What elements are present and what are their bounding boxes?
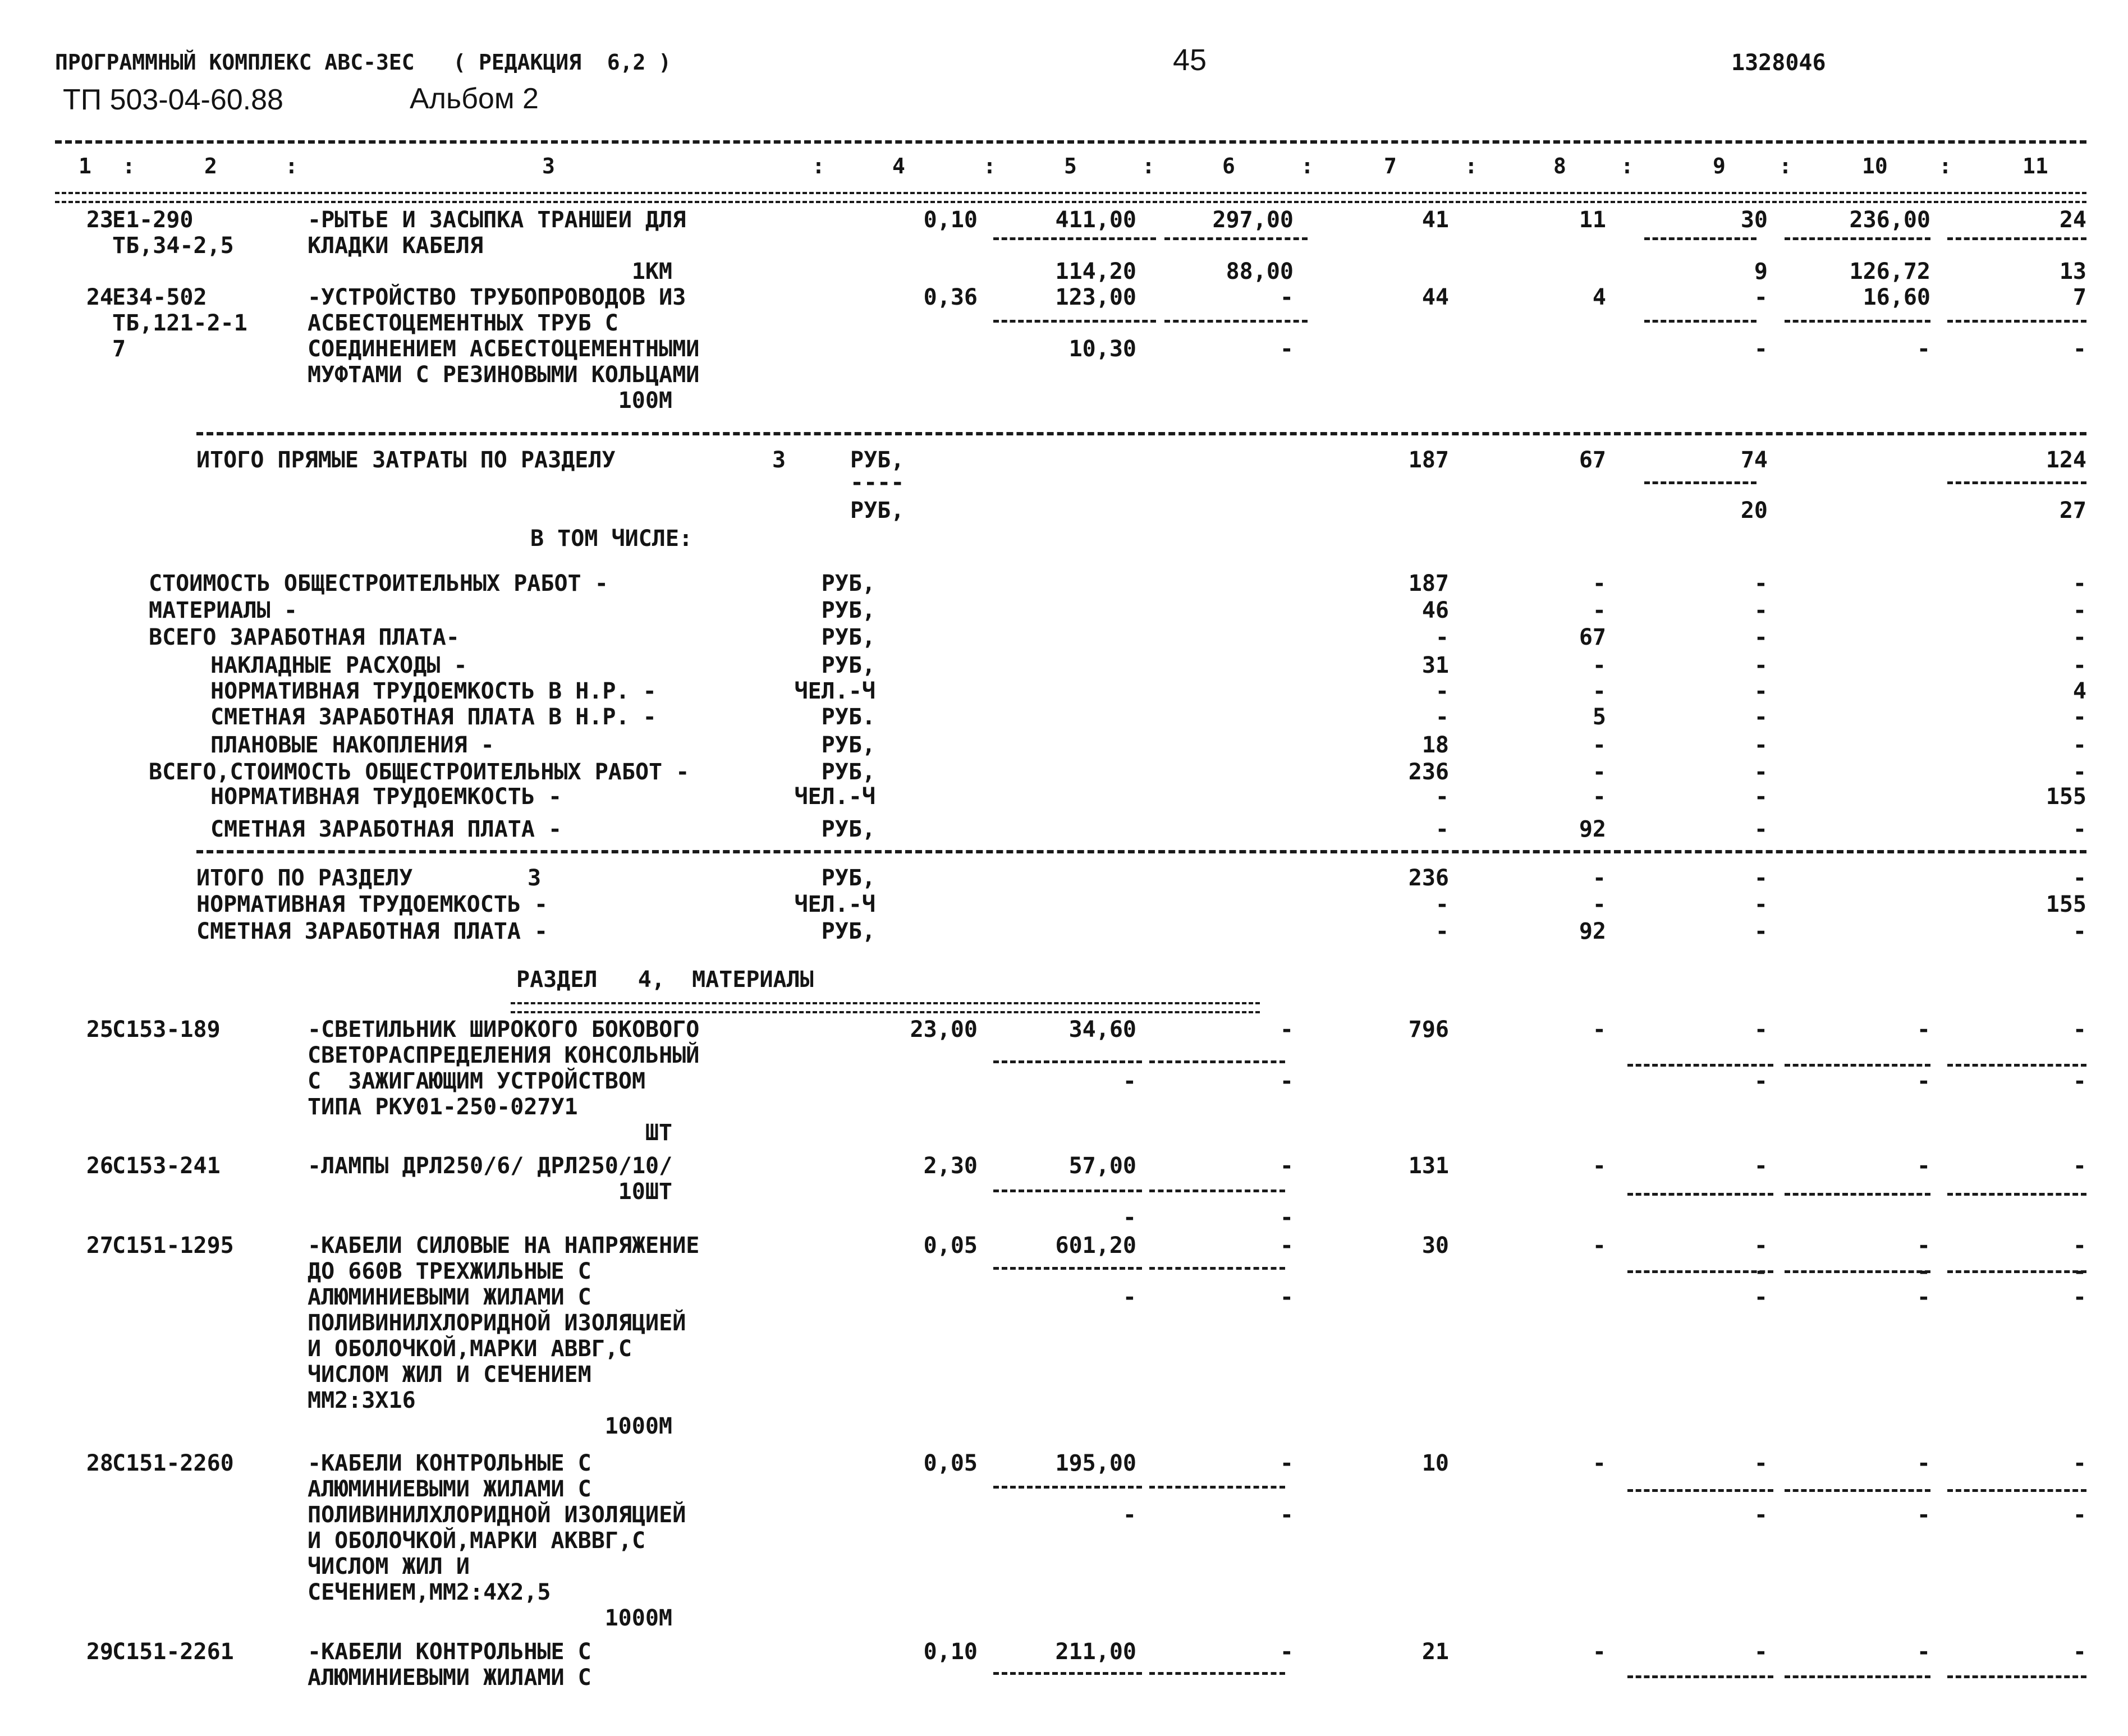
breakdown-label: ПЛАНОВЫЕ НАКОПЛЕНИЯ - xyxy=(210,732,494,758)
direct-costs-unit: РУБ, xyxy=(850,447,905,473)
item-c7: 796 xyxy=(1408,1017,1449,1042)
column-header-9: 9 xyxy=(1713,154,1726,178)
item-code: ТБ,34-2,5 xyxy=(112,233,234,259)
item-desc: -КАБЕЛИ КОНТРОЛЬНЫЕ С xyxy=(308,1450,591,1476)
item-c9: - xyxy=(1754,1153,1768,1179)
item-c5: 601,20 xyxy=(1055,1233,1136,1259)
breakdown-c7: - xyxy=(1435,784,1449,810)
breakdown-c9: - xyxy=(1754,598,1768,623)
dashed-rule xyxy=(1644,481,1756,484)
item-desc: МУФТАМИ С РЕЗИНОВЫМИ КОЛЬЦАМИ xyxy=(308,362,700,388)
item-desc: ЧИСЛОМ ЖИЛ И СЕЧЕНИЕМ xyxy=(308,1362,591,1388)
item-c4: 0,10 xyxy=(923,1639,978,1665)
direct-costs-2-c11: 27 xyxy=(2059,498,2086,523)
section-total-label: НОРМАТИВНАЯ ТРУДОЕМКОСТЬ - xyxy=(196,892,548,917)
item-c9: - xyxy=(1754,1284,1768,1310)
direct-costs-c9: 74 xyxy=(1740,447,1768,473)
item-c6: - xyxy=(1279,1017,1294,1042)
breakdown-unit: ЧЕЛ.-Ч xyxy=(794,678,875,704)
dashed-rule xyxy=(993,1486,1142,1489)
item-no: 26 xyxy=(86,1153,113,1179)
column-separator: : xyxy=(285,154,298,178)
including-label: В ТОМ ЧИСЛЕ: xyxy=(530,526,692,552)
item-c11: - xyxy=(2072,1639,2086,1665)
column-separator: : xyxy=(1621,154,1634,178)
item-c11: - xyxy=(2072,1153,2086,1179)
dashed-rule xyxy=(511,1002,1260,1013)
breakdown-c7: 46 xyxy=(1421,598,1449,623)
item-c10: - xyxy=(1916,1153,1930,1179)
item-desc: ДО 660В ТРЕХЖИЛЬНЫЕ С xyxy=(308,1259,591,1284)
item-desc: АЛЮМИНИЕВЫМИ ЖИЛАМИ С xyxy=(308,1476,591,1502)
item-c9: - xyxy=(1754,1450,1768,1476)
dashed-rule xyxy=(1947,320,2086,323)
dashed-rule xyxy=(1644,237,1756,240)
item-c10: - xyxy=(1916,1502,1930,1528)
item-c5: 57,00 xyxy=(1068,1153,1136,1179)
item-desc: ПОЛИВИНИЛХЛОРИДНОЙ ИЗОЛЯЦИЕЙ xyxy=(308,1310,686,1336)
column-separator: : xyxy=(1779,154,1792,178)
item-desc: АЛЮМИНИЕВЫМИ ЖИЛАМИ С xyxy=(308,1284,591,1310)
short-rule: ---- xyxy=(850,470,905,495)
item-unit: 1000М xyxy=(604,1605,672,1631)
item-c7: 44 xyxy=(1421,284,1449,310)
breakdown-c7: 31 xyxy=(1421,653,1449,678)
item-c6: - xyxy=(1279,336,1294,362)
breakdown-c11: - xyxy=(2072,816,2086,842)
column-header-3: 3 xyxy=(542,154,555,178)
dashed-rule xyxy=(1785,1064,1930,1067)
dashed-rule xyxy=(1627,1270,1773,1273)
item-c9: 9 xyxy=(1754,259,1768,284)
section-total-label: ИТОГО ПО РАЗДЕЛУ xyxy=(196,865,413,891)
dashed-rule xyxy=(1947,1675,2086,1678)
column-separator: : xyxy=(1142,154,1155,178)
breakdown-c8: 5 xyxy=(1592,704,1606,730)
item-c11: 7 xyxy=(2072,284,2086,310)
direct-costs-section: 3 xyxy=(772,447,786,473)
dashed-rule xyxy=(993,320,1156,323)
item-desc: И ОБОЛОЧКОЙ,МАРКИ АВВГ,С xyxy=(308,1336,632,1362)
item-desc: ЧИСЛОМ ЖИЛ И xyxy=(308,1554,470,1579)
dashed-rule xyxy=(1627,1193,1773,1196)
section-total-c7: - xyxy=(1435,918,1449,944)
item-code: Е34-502 xyxy=(112,284,207,310)
item-c10: - xyxy=(1916,1233,1930,1259)
item-c9: - xyxy=(1754,1233,1768,1259)
column-separator: : xyxy=(983,154,996,178)
breakdown-unit: РУБ, xyxy=(821,816,875,842)
section-total-c8: - xyxy=(1592,865,1606,891)
breakdown-c9: - xyxy=(1754,678,1768,704)
breakdown-c8: - xyxy=(1592,759,1606,785)
dashed-rule xyxy=(1785,1193,1930,1196)
breakdown-c9: - xyxy=(1754,571,1768,596)
item-c4: 0,05 xyxy=(923,1450,978,1476)
item-c10: - xyxy=(1916,336,1930,362)
item-c10: 236,00 xyxy=(1849,207,1930,233)
breakdown-label: НАКЛАДНЫЕ РАСХОДЫ - xyxy=(210,653,467,678)
item-c10: - xyxy=(1916,1639,1930,1665)
section-total-c7: 236 xyxy=(1408,865,1449,891)
item-c8: - xyxy=(1592,1153,1606,1179)
item-desc: КЛАДКИ КАБЕЛЯ xyxy=(308,233,484,259)
direct-costs-c7: 187 xyxy=(1408,447,1449,473)
item-desc: -КАБЕЛИ КОНТРОЛЬНЫЕ С xyxy=(308,1639,591,1665)
dashed-rule xyxy=(1785,1675,1930,1678)
item-c11: 24 xyxy=(2059,207,2086,233)
dashed-rule xyxy=(1785,1270,1930,1273)
breakdown-c8: 67 xyxy=(1579,624,1606,650)
dashed-rule xyxy=(1149,1267,1285,1270)
breakdown-label: СМЕТНАЯ ЗАРАБОТНАЯ ПЛАТА - xyxy=(210,816,562,842)
item-code: С151-1295 xyxy=(112,1233,234,1259)
item-c11: - xyxy=(2072,1284,2086,1310)
column-separator: : xyxy=(1939,154,1952,178)
breakdown-label: НОРМАТИВНАЯ ТРУДОЕМКОСТЬ В Н.Р. - xyxy=(210,678,657,704)
breakdown-label: ВСЕГО ЗАРАБОТНАЯ ПЛАТА- xyxy=(149,624,460,650)
item-c11: 13 xyxy=(2059,259,2086,284)
section-total-c11: 155 xyxy=(2046,892,2086,917)
breakdown-c8: 92 xyxy=(1579,816,1606,842)
item-c10: - xyxy=(1916,1068,1930,1094)
dashed-rule xyxy=(1149,1190,1285,1192)
dashed-rule xyxy=(1947,481,2086,484)
item-c9: - xyxy=(1754,336,1768,362)
item-c8: - xyxy=(1592,1233,1606,1259)
item-c4: 23,00 xyxy=(910,1017,978,1042)
breakdown-c9: - xyxy=(1754,732,1768,758)
dashed-rule xyxy=(1785,320,1930,323)
item-c11: - xyxy=(2072,1450,2086,1476)
column-separator: : xyxy=(1465,154,1478,178)
item-desc: И ОБОЛОЧКОЙ,МАРКИ АКВВГ,С xyxy=(308,1528,646,1554)
item-code: С151-2261 xyxy=(112,1639,234,1665)
item-c10: - xyxy=(1916,1450,1930,1476)
breakdown-c9: - xyxy=(1754,784,1768,810)
item-c6: - xyxy=(1279,1068,1294,1094)
section-total-number: 3 xyxy=(528,865,542,891)
item-desc: СВЕТОРАСПРЕДЕЛЕНИЯ КОНСОЛЬНЫЙ xyxy=(308,1042,700,1068)
item-c11: - xyxy=(2072,1259,2086,1284)
breakdown-c9: - xyxy=(1754,759,1768,785)
item-c4: 0,10 xyxy=(923,207,978,233)
item-c8: - xyxy=(1592,1450,1606,1476)
section-total-c8: 92 xyxy=(1579,918,1606,944)
item-c6: - xyxy=(1279,1639,1294,1665)
item-c10: - xyxy=(1916,1259,1930,1284)
dashed-rule xyxy=(196,850,2086,853)
item-no: 27 xyxy=(86,1233,113,1259)
item-c5: - xyxy=(1122,1284,1136,1310)
item-c6: - xyxy=(1279,1153,1294,1179)
item-code: С153-189 xyxy=(112,1017,221,1042)
item-c9: - xyxy=(1754,1017,1768,1042)
item-c8: - xyxy=(1592,1017,1606,1042)
dashed-rule xyxy=(1149,1486,1285,1489)
breakdown-c9: - xyxy=(1754,704,1768,730)
item-c10: - xyxy=(1916,1284,1930,1310)
breakdown-c8: - xyxy=(1592,571,1606,596)
item-c5: 411,00 xyxy=(1055,207,1136,233)
doc-number: ТП 503-04-60.88 xyxy=(63,84,283,116)
direct-costs-label: ИТОГО ПРЯМЫЕ ЗАТРАТЫ ПО РАЗДЕЛУ xyxy=(196,447,616,473)
column-header-1: 1 xyxy=(79,154,91,178)
item-c8: 11 xyxy=(1579,207,1606,233)
item-c4: 0,36 xyxy=(923,284,978,310)
item-c6: 297,00 xyxy=(1212,207,1294,233)
item-c11: - xyxy=(2072,1502,2086,1528)
item-c6: - xyxy=(1279,1233,1294,1259)
item-c7: 131 xyxy=(1408,1153,1449,1179)
column-header-7: 7 xyxy=(1384,154,1397,178)
breakdown-c8: - xyxy=(1592,598,1606,623)
item-desc: -УСТРОЙСТВО ТРУБОПРОВОДОВ ИЗ xyxy=(308,284,686,310)
breakdown-label: МАТЕРИАЛЫ - xyxy=(149,598,297,623)
item-c9: - xyxy=(1754,1639,1768,1665)
direct-costs-unit-2: РУБ, xyxy=(850,498,905,523)
section-total-c9: - xyxy=(1754,865,1768,891)
dashed-rule xyxy=(993,1060,1142,1063)
item-code: ТБ,121-2-1 xyxy=(112,310,247,336)
item-c6: 88,00 xyxy=(1226,259,1294,284)
item-c8: 4 xyxy=(1592,284,1606,310)
item-c6: - xyxy=(1279,1502,1294,1528)
item-code: С151-2260 xyxy=(112,1450,234,1476)
item-c5: 10,30 xyxy=(1068,336,1136,362)
item-desc: СОЕДИНЕНИЕМ АСБЕСТОЦЕМЕНТНЫМИ xyxy=(308,336,700,362)
breakdown-label: СМЕТНАЯ ЗАРАБОТНАЯ ПЛАТА В Н.Р. - xyxy=(210,704,657,730)
breakdown-unit: РУБ, xyxy=(821,732,875,758)
column-header-4: 4 xyxy=(892,154,905,178)
breakdown-c11: - xyxy=(2072,624,2086,650)
dashed-rule xyxy=(1627,1675,1773,1678)
program-title: ПРОГРАММНЫЙ КОМПЛЕКС АВС-3ЕС ( РЕДАКЦИЯ 6,2 ) xyxy=(55,50,672,75)
item-unit: 1000М xyxy=(604,1413,672,1439)
breakdown-unit: РУБ. xyxy=(821,704,875,730)
page-number: 45 xyxy=(1173,43,1207,77)
column-header-2: 2 xyxy=(204,154,217,178)
item-desc: ПОЛИВИНИЛХЛОРИДНОЙ ИЗОЛЯЦИЕЙ xyxy=(308,1502,686,1528)
item-c9: - xyxy=(1754,1259,1768,1284)
direct-costs-c8: 67 xyxy=(1579,447,1606,473)
dashed-rule xyxy=(1627,1064,1773,1067)
item-c10: 126,72 xyxy=(1849,259,1930,284)
breakdown-c8: - xyxy=(1592,732,1606,758)
dashed-rule xyxy=(1947,1193,2086,1196)
item-desc: АЛЮМИНИЕВЫМИ ЖИЛАМИ С xyxy=(308,1665,591,1691)
breakdown-unit: РУБ, xyxy=(821,598,875,623)
section-total-unit: ЧЕЛ.-Ч xyxy=(794,892,875,917)
section-total-unit: РУБ, xyxy=(821,918,875,944)
item-desc: ММ2:3Х16 xyxy=(308,1388,416,1413)
section-total-label: СМЕТНАЯ ЗАРАБОТНАЯ ПЛАТА - xyxy=(196,918,548,944)
item-c7: 10 xyxy=(1421,1450,1449,1476)
section-total-c9: - xyxy=(1754,892,1768,917)
breakdown-c9: - xyxy=(1754,816,1768,842)
item-c5: 34,60 xyxy=(1068,1017,1136,1042)
item-c11: - xyxy=(2072,1017,2086,1042)
dashed-rule xyxy=(1164,320,1308,323)
breakdown-c9: - xyxy=(1754,624,1768,650)
item-c6: - xyxy=(1279,1284,1294,1310)
section-total-c7: - xyxy=(1435,892,1449,917)
column-separator: : xyxy=(1301,154,1314,178)
item-desc: СЕЧЕНИЕМ,ММ2:4Х2,5 xyxy=(308,1579,551,1605)
item-c7: 30 xyxy=(1421,1233,1449,1259)
column-separator: : xyxy=(122,154,135,178)
dashed-rule xyxy=(1785,237,1930,240)
breakdown-c11: - xyxy=(2072,571,2086,596)
breakdown-c11: - xyxy=(2072,653,2086,678)
item-desc: -СВЕТИЛЬНИК ШИРОКОГО БОКОВОГО xyxy=(308,1017,700,1042)
breakdown-c7: 187 xyxy=(1408,571,1449,596)
breakdown-c7: - xyxy=(1435,624,1449,650)
column-header-10: 10 xyxy=(1862,154,1888,178)
dashed-rule xyxy=(1947,1489,2086,1492)
dashed-rule xyxy=(1947,237,2086,240)
dashed-rule xyxy=(1627,1489,1773,1492)
breakdown-label: ВСЕГО,СТОИМОСТЬ ОБЩЕСТРОИТЕЛЬНЫХ РАБОТ - xyxy=(149,759,690,785)
breakdown-c11: 155 xyxy=(2046,784,2086,810)
item-unit: 10ШТ xyxy=(618,1179,672,1205)
item-c9: - xyxy=(1754,1502,1768,1528)
item-c9: - xyxy=(1754,284,1768,310)
section-4-title: РАЗДЕЛ 4, МАТЕРИАЛЫ xyxy=(516,967,814,993)
breakdown-c11: - xyxy=(2072,598,2086,623)
breakdown-c11: - xyxy=(2072,759,2086,785)
dashed-rule xyxy=(1149,1672,1285,1675)
breakdown-unit: РУБ, xyxy=(821,759,875,785)
item-c5: - xyxy=(1122,1068,1136,1094)
item-c10: 16,60 xyxy=(1863,284,1930,310)
dashed-rule xyxy=(1785,1489,1930,1492)
item-c6: - xyxy=(1279,1450,1294,1476)
item-desc: -КАБЕЛИ СИЛОВЫЕ НА НАПРЯЖЕНИЕ xyxy=(308,1233,700,1259)
dashed-rule xyxy=(993,1190,1142,1192)
item-c4: 2,30 xyxy=(923,1153,978,1179)
dashed-rule xyxy=(1149,1060,1285,1063)
item-c8: - xyxy=(1592,1639,1606,1665)
breakdown-c11: - xyxy=(2072,704,2086,730)
item-desc: АСБЕСТОЦЕМЕНТНЫХ ТРУБ С xyxy=(308,310,618,336)
section-total-c11: - xyxy=(2072,865,2086,891)
item-c9: - xyxy=(1754,1068,1768,1094)
dashed-rule xyxy=(993,1672,1142,1675)
item-no: 24 xyxy=(86,284,113,310)
item-desc: -ЛАМПЫ ДРЛ250/6/ ДРЛ250/10/ xyxy=(308,1153,673,1179)
breakdown-c7: 18 xyxy=(1421,732,1449,758)
breakdown-c8: - xyxy=(1592,784,1606,810)
item-unit: 1КМ xyxy=(631,259,672,284)
dashed-rule xyxy=(196,432,2086,435)
breakdown-c7: - xyxy=(1435,704,1449,730)
item-c6: - xyxy=(1279,1205,1294,1230)
dashed-rule xyxy=(1947,1064,2086,1067)
item-c11: - xyxy=(2072,1068,2086,1094)
item-c11: - xyxy=(2072,336,2086,362)
item-c5: 195,00 xyxy=(1055,1450,1136,1476)
direct-costs-c11: 124 xyxy=(2046,447,2086,473)
item-c7: 41 xyxy=(1421,207,1449,233)
item-c4: 0,05 xyxy=(923,1233,978,1259)
breakdown-c7: - xyxy=(1435,816,1449,842)
document-code: 1328046 xyxy=(1731,50,1826,76)
item-c10: - xyxy=(1916,1017,1930,1042)
section-total-unit: РУБ, xyxy=(821,865,875,891)
breakdown-unit: РУБ, xyxy=(821,653,875,678)
item-code: С153-241 xyxy=(112,1153,221,1179)
dashed-rule xyxy=(55,140,2086,144)
item-no: 28 xyxy=(86,1450,113,1476)
item-code: Е1-290 xyxy=(112,207,194,233)
item-desc: ТИПА РКУ01-250-027У1 xyxy=(308,1094,578,1120)
item-desc: -РЫТЬЕ И ЗАСЫПКА ТРАНШЕИ ДЛЯ xyxy=(308,207,686,233)
section-total-c11: - xyxy=(2072,918,2086,944)
breakdown-unit: РУБ, xyxy=(821,571,875,596)
dashed-rule xyxy=(1644,320,1756,323)
breakdown-c7: 236 xyxy=(1408,759,1449,785)
column-header-8: 8 xyxy=(1553,154,1566,178)
item-desc: С ЗАЖИГАЮЩИМ УСТРОЙСТВОМ xyxy=(308,1068,646,1094)
album-label: Альбом 2 xyxy=(410,82,539,115)
breakdown-c7: - xyxy=(1435,678,1449,704)
item-c5: - xyxy=(1122,1205,1136,1230)
item-no: 23 xyxy=(86,207,113,233)
column-header-11: 11 xyxy=(2022,154,2048,178)
item-c9: 30 xyxy=(1740,207,1768,233)
breakdown-c11: 4 xyxy=(2072,678,2086,704)
item-c5: 211,00 xyxy=(1055,1639,1136,1665)
breakdown-unit: РУБ, xyxy=(821,624,875,650)
column-header-6: 6 xyxy=(1222,154,1235,178)
dashed-rule xyxy=(55,192,2086,203)
dashed-rule xyxy=(993,1267,1142,1270)
item-c5: 114,20 xyxy=(1055,259,1136,284)
section-total-c8: - xyxy=(1592,892,1606,917)
breakdown-unit: ЧЕЛ.-Ч xyxy=(794,784,875,810)
item-c11: - xyxy=(2072,1233,2086,1259)
breakdown-label: НОРМАТИВНАЯ ТРУДОЕМКОСТЬ - xyxy=(210,784,562,810)
item-c7: 21 xyxy=(1421,1639,1449,1665)
item-code: 7 xyxy=(112,336,126,362)
dashed-rule xyxy=(1947,1270,2086,1273)
item-c6: - xyxy=(1279,284,1294,310)
breakdown-c8: - xyxy=(1592,678,1606,704)
direct-costs-2-c9: 20 xyxy=(1740,498,1768,523)
item-unit: 100М xyxy=(618,388,672,414)
dashed-rule xyxy=(1164,237,1308,240)
column-header-5: 5 xyxy=(1064,154,1077,178)
section-total-c9: - xyxy=(1754,918,1768,944)
breakdown-c11: - xyxy=(2072,732,2086,758)
item-unit: ШТ xyxy=(645,1120,672,1146)
item-c5: - xyxy=(1122,1502,1136,1528)
breakdown-label: СТОИМОСТЬ ОБЩЕСТРОИТЕЛЬНЫХ РАБОТ - xyxy=(149,571,608,596)
breakdown-c8: - xyxy=(1592,653,1606,678)
breakdown-c9: - xyxy=(1754,653,1768,678)
item-no: 25 xyxy=(86,1017,113,1042)
dashed-rule xyxy=(993,237,1156,240)
item-no: 29 xyxy=(86,1639,113,1665)
item-c5: 123,00 xyxy=(1055,284,1136,310)
column-separator: : xyxy=(812,154,825,178)
